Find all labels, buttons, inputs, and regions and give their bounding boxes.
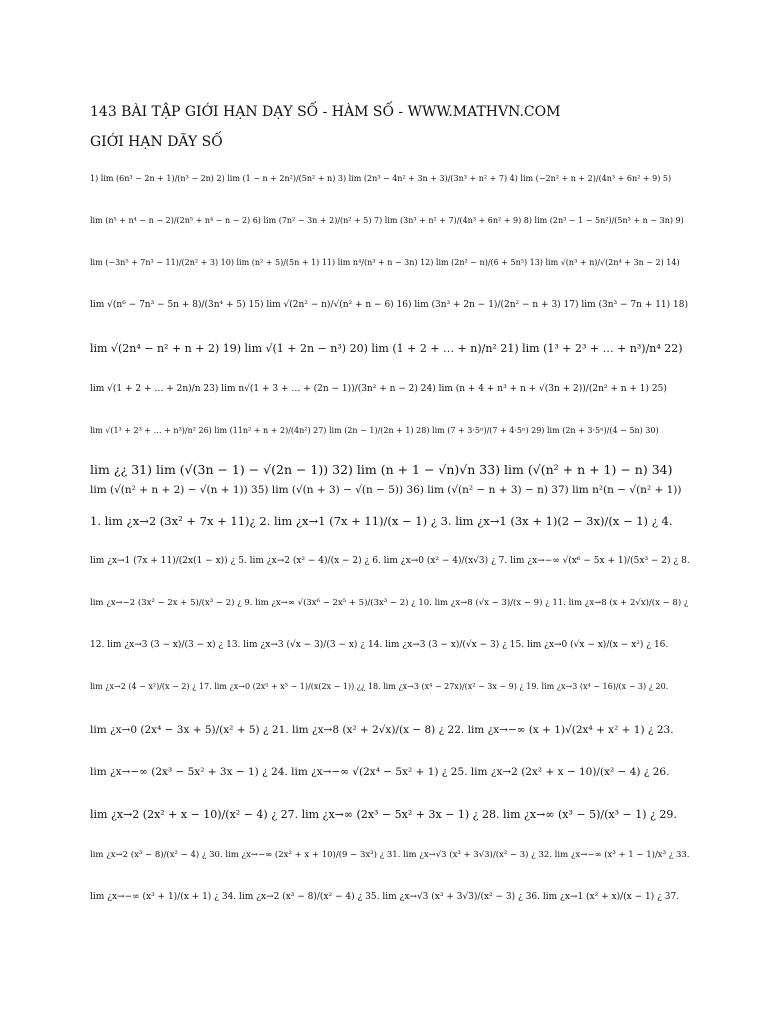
exercise-line: lim ¿x→2 (2x² + x − 10)/(x² − 4) ¿ 27. lim ¿x→∞ (2x³ − 5x² + 3x − 1) ¿ 28. lim ¿x→∞ (x³ − 5)/(x³ − 1) ¿ 29. bbox=[90, 808, 677, 821]
exercise-line: 1) lim (6n³ − 2n + 1)/(n³ − 2n) 2) lim (1 − n + 2n²)/(5n² + n) 3) lim (2n³ − 4n² + 3n + 3)/(3n³ + n² + 7) 4) lim (−2n² + n + 2)/(4n³ + 6n² + 9) 5) bbox=[90, 174, 672, 183]
exercise-line: lim ¿¿ 31) lim (√(3n − 1) − √(2n − 1)) 32) lim (n + 1 − √n)√n 33) lim (√(n² + n + 1) − n) 34) bbox=[90, 462, 673, 477]
exercise-line: lim √(1 + 2 + … + 2n)/n 23) lim n√(1 + 3 + … + (2n − 1))/(3n² + n − 2) 24) lim (n + 4 + n³ + n + √(3n + 2))/(2n² + n + 1) 25) bbox=[90, 384, 667, 394]
exercise-line: lim ¿x→−2 (3x² − 2x + 5)/(x³ − 2) ¿ 9. lim ¿x→∞ √(3x⁶ − 2x⁵ + 5)/(3x³ − 2) ¿ 10. lim ¿x→8 (√x − 3)/(x − 9) ¿ 11. lim ¿x→8 (x + 2√x)/(x − 8) ¿ bbox=[90, 598, 689, 608]
section-heading: GIỚI HẠN DÃY SỐ bbox=[90, 134, 223, 150]
exercise-line: lim (√(n² + n + 2) − √(n + 1)) 35) lim (√(n + 3) − √(n − 5)) 36) lim (√(n² − n + 3) − n) 37) lim n²(n − √(n² + 1)) bbox=[90, 484, 682, 496]
document-title: 143 BÀI TẬP GIỚI HẠN DẠY SỐ - HÀM SỐ - WWW.MATHVN.COM bbox=[90, 104, 561, 120]
exercise-line: lim √(n⁶ − 7n³ − 5n + 8)/(3n⁴ + 5) 15) lim √(2n² − n)/√(n² + n − 6) 16) lim (3n³ + 2n − 1)/(2n² − n + 3) 17) lim (3n³ − 7n + 11) 18) bbox=[90, 300, 688, 310]
exercise-line: 1. lim ¿x→2 (3x² + 7x + 11)¿ 2. lim ¿x→1 (7x + 11)/(x − 1) ¿ 3. lim ¿x→1 (3x + 1)(2 − 3x)/(x − 1) ¿ 4. bbox=[90, 514, 673, 528]
exercise-line: lim √(2n⁴ − n² + n + 2) 19) lim √(1 + 2n − n³) 20) lim (1 + 2 + … + n)/n² 21) lim (1³ + 2³ + … + n³)/n⁴ 22) bbox=[90, 342, 683, 355]
exercise-line: lim (−3n⁵ + 7n³ − 11)/(2n² + 3) 10) lim (n² + 5)/(5n + 1) 11) lim n⁴/(n³ + n − 3n) 12) lim (2n² − n)/(6 + 5n⁵) 13) lim √(n³ + n)/√(2n⁴ + 3n − 2) 14) bbox=[90, 258, 680, 267]
exercise-line: lim ¿x→2 (x³ − 8)/(x² − 4) ¿ 30. lim ¿x→−∞ (2x² + x + 10)/(9 − 3x³) ¿ 31. lim ¿x→√3 (x³ + 3√3)/(x² − 3) ¿ 32. lim ¿x→−∞ (x³ + 1 − 1)/x³ ¿ 33. bbox=[90, 850, 690, 860]
exercise-line: lim ¿x→0 (2x⁴ − 3x + 5)/(x² + 5) ¿ 21. lim ¿x→8 (x² + 2√x)/(x − 8) ¿ 22. lim ¿x→−∞ (x + 1)√(2x⁴ + x² + 1) ¿ 23. bbox=[90, 724, 674, 736]
exercise-line: lim ¿x→−∞ (x³ + 1)/(x + 1) ¿ 34. lim ¿x→2 (x³ − 8)/(x² − 4) ¿ 35. lim ¿x→√3 (x³ + 3√3)/(x² − 3) ¿ 36. lim ¿x→1 (x² + x)/(x − 1) ¿ 37. bbox=[90, 892, 680, 902]
exercise-line: lim ¿x→1 (7x + 11)/(2x(1 − x)) ¿ 5. lim ¿x→2 (x² − 4)/(x − 2) ¿ 6. lim ¿x→0 (x² − 4)/(x√3) ¿ 7. lim ¿x→−∞ √(x⁶ − 5x + 1)/(5x³ − 2) ¿ 8. bbox=[90, 556, 690, 566]
exercise-line: 12. lim ¿x→3 (3 − x)/(3 − x) ¿ 13. lim ¿x→3 (√x − 3)/(3 − x) ¿ 14. lim ¿x→3 (3 − x)/(√x − 3) ¿ 15. lim ¿x→0 (√x − x)/(x − x²) ¿ 16. bbox=[90, 640, 669, 650]
exercise-line: lim ¿x→−∞ (2x³ − 5x² + 3x − 1) ¿ 24. lim ¿x→−∞ √(2x⁴ − 5x² + 1) ¿ 25. lim ¿x→2 (2x² + x − 10)/(x² − 4) ¿ 26. bbox=[90, 766, 670, 778]
exercise-line: lim √(1³ + 2³ + … + n³)/n² 26) lim (11n² + n + 2)/(4n²) 27) lim (2n − 1)/(2n + 1) 28) lim (7 + 3·5ⁿ)/(7 + 4·5ⁿ) 29) lim (2n + 3·5ⁿ)/(4 − 5n) 30) bbox=[90, 426, 659, 435]
exercise-line: lim ¿x→2 (4 − x²)/(x − 2) ¿ 17. lim ¿x→0 (2x⁵ + x³ − 1)/(x(2x − 1)) ¿¿ 18. lim ¿x→3 (x⁴ − 27x)/(x² − 3x − 9) ¿ 19. lim ¿x→3 (x⁴ − 16)/(x − 3) ¿ 20. bbox=[90, 682, 669, 691]
exercise-line: lim (n⁵ + n⁴ − n − 2)/(2n⁵ + n⁴ − n − 2) 6) lim (7n² − 3n + 2)/(n² + 5) 7) lim (3n³ + n² + 7)/(4n³ + 6n² + 9) 8) lim (2n³ − 1 − 5n²)/(5n³ + n − 3n) 9) bbox=[90, 216, 684, 225]
